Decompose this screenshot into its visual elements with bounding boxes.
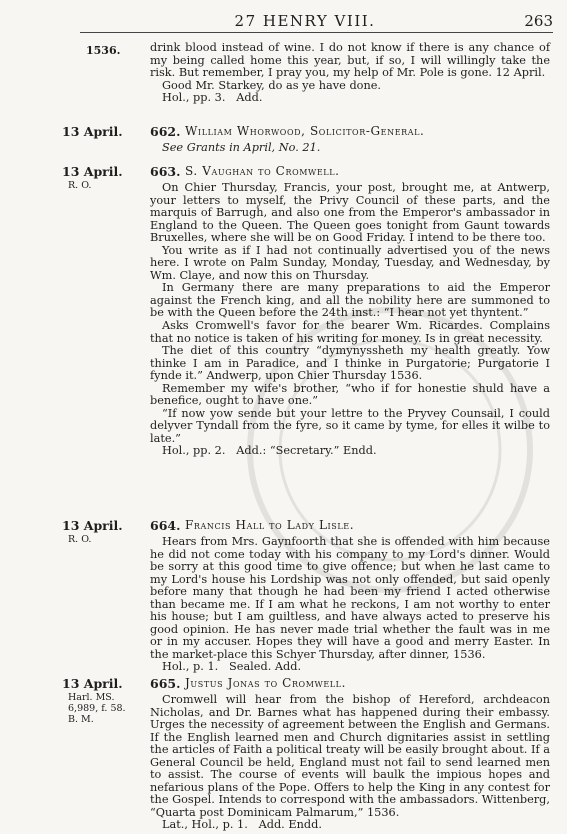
source-note: Lat., Hol., p. 1. Add. Endd. bbox=[162, 818, 322, 832]
entry-body bbox=[150, 536, 550, 674]
entry-paragraph: Cromwell will hear from the bishop of Hereford, archdeacon Nicholas, and Dr. Barnes what has happened during their embassy. Urges the necessity of agreement between the English and Germans. If the English learned men and Church dignitaries assist in settling the articles of Faith a political treaty will be easily brought about. If a General Council be held, England must not fail to send learned men to assist. The course of events will baulk the impious hopes and nefarious plans of the Pope. Offers to help the King in any contest for the Gospel. Intends to correspond with the ambassadors. Wittenberg, “Quarta post Dominicam Palmarum,” 1536. bbox=[150, 693, 550, 819]
entry-paragraph: Asks Cromwell's favor for the bearer Wm. Ricardes. Complains that no notice is taken of his writing for money. Is in great necessity. bbox=[150, 319, 550, 345]
entry-date: 13 April. bbox=[62, 518, 123, 533]
source-note: Hol., pp. 2. Add.: “Secretary.” Endd. bbox=[162, 444, 377, 458]
entry-body bbox=[150, 142, 550, 155]
source-note: Hol., pp. 3. Add. bbox=[162, 91, 263, 105]
entry-number: 662. bbox=[150, 124, 181, 139]
entry-body bbox=[150, 182, 550, 458]
entry-number: 665. bbox=[150, 676, 181, 691]
entry-title: Justus Jonas to Cromwell. bbox=[185, 676, 347, 690]
entry-date: 13 April. bbox=[62, 124, 123, 139]
continuation-paragraph: Good Mr. Starkey, do as ye have done. bbox=[162, 78, 382, 92]
entry-number: 663. bbox=[150, 164, 181, 179]
continuation-paragraph: drink blood instead of wine. I do not know if there is any chance of my being called home this year, but, if so, I will willingly take the risk. But remember, I pray you, my help of Mr. Pole is gone. 12 April. bbox=[150, 41, 550, 80]
page-number: 263 bbox=[524, 12, 553, 30]
entry-title: S. Vaughan to Cromwell. bbox=[185, 164, 340, 178]
entry-paragraph: See Grants in April, No. 21. bbox=[162, 141, 321, 154]
entry-paragraph: The diet of this country “dymynyssheth my health greatly. Yow thinke I am in Paradice, and I thinke in Purgatorie; Purgatorie I fynde it.” Andwerp, upon Chier Thursday 1536. bbox=[150, 344, 550, 383]
running-title: 27 HENRY VIII. bbox=[234, 12, 376, 30]
header-rule bbox=[80, 32, 553, 33]
entry-date: 13 April. bbox=[62, 676, 123, 691]
entry-body bbox=[150, 694, 550, 832]
entry-paragraph: You write as if I had not continually advertised you of the news here. I wrote on Palm Sunday, Monday, Tuesday, and Wednesday, by Wm. Claye, and now this on Thursday. bbox=[150, 243, 550, 282]
continuation-text bbox=[150, 42, 550, 105]
entry-provenance: R. O. bbox=[68, 534, 92, 545]
margin-year: 1536. bbox=[86, 44, 121, 57]
entry-paragraph: On Chier Thursday, Francis, your post, brought me, at Antwerp, your letters to myself, the Privy Council of these parts, and the marquis of Barrugh, and also one from the Emperor's ambassador in England to the Queen. The Queen goes tonight from Gaunt towards Bruxelles, where she will be on Good Friday. I intend to be there too. bbox=[150, 181, 550, 245]
entry-paragraph: Hears from Mrs. Gaynfoorth that she is offended with him because he did not come today with his company to my Lord's dinner. Would be sorry at this good time to give offence; but when he last came to my Lord's house his Lordship was not only offended, but said openly before many that though he had been my friend I acted otherwise than became me. If I am what he reckons, I am not worthy to enter his house; but I am guiltless, and have always acted to preserve his good opinion. He has never made trial whether the fault was in me or in my accuser. Hopes they will have a good and merry Easter. In the market-place this Schyer Thursday, after dinner, 1536. bbox=[150, 535, 550, 661]
entry-date: 13 April. bbox=[62, 164, 123, 179]
entry-paragraph: Remember my wife's brother, “who if for honestie shuld have a benefice, ought to have one.” bbox=[150, 381, 550, 408]
entry-title: Francis Hall to Lady Lisle. bbox=[185, 518, 355, 532]
entry-paragraph: In Germany there are many preparations to aid the Emperor against the French king, and all the nobility here are summoned to be with the Queen before the 24th inst.: “I hear not yet thyntent.” bbox=[150, 281, 550, 320]
running-head bbox=[0, 8, 567, 30]
entry-paragraph: “If now yow sende but your lettre to the Pryvey Counsail, I could delyver Tyndall from the fyre, so it came by tyme, for elles it wilbe to late.” bbox=[150, 406, 550, 445]
entry-provenance: Harl. MS. 6,989, f. 58. B. M. bbox=[68, 692, 126, 725]
entry-number: 664. bbox=[150, 518, 181, 533]
entry-provenance: R. O. bbox=[68, 180, 92, 191]
source-note: Hol., p. 1. Sealed. Add. bbox=[162, 660, 302, 674]
entry-title: William Whorwood, Solicitor-General. bbox=[185, 124, 425, 138]
